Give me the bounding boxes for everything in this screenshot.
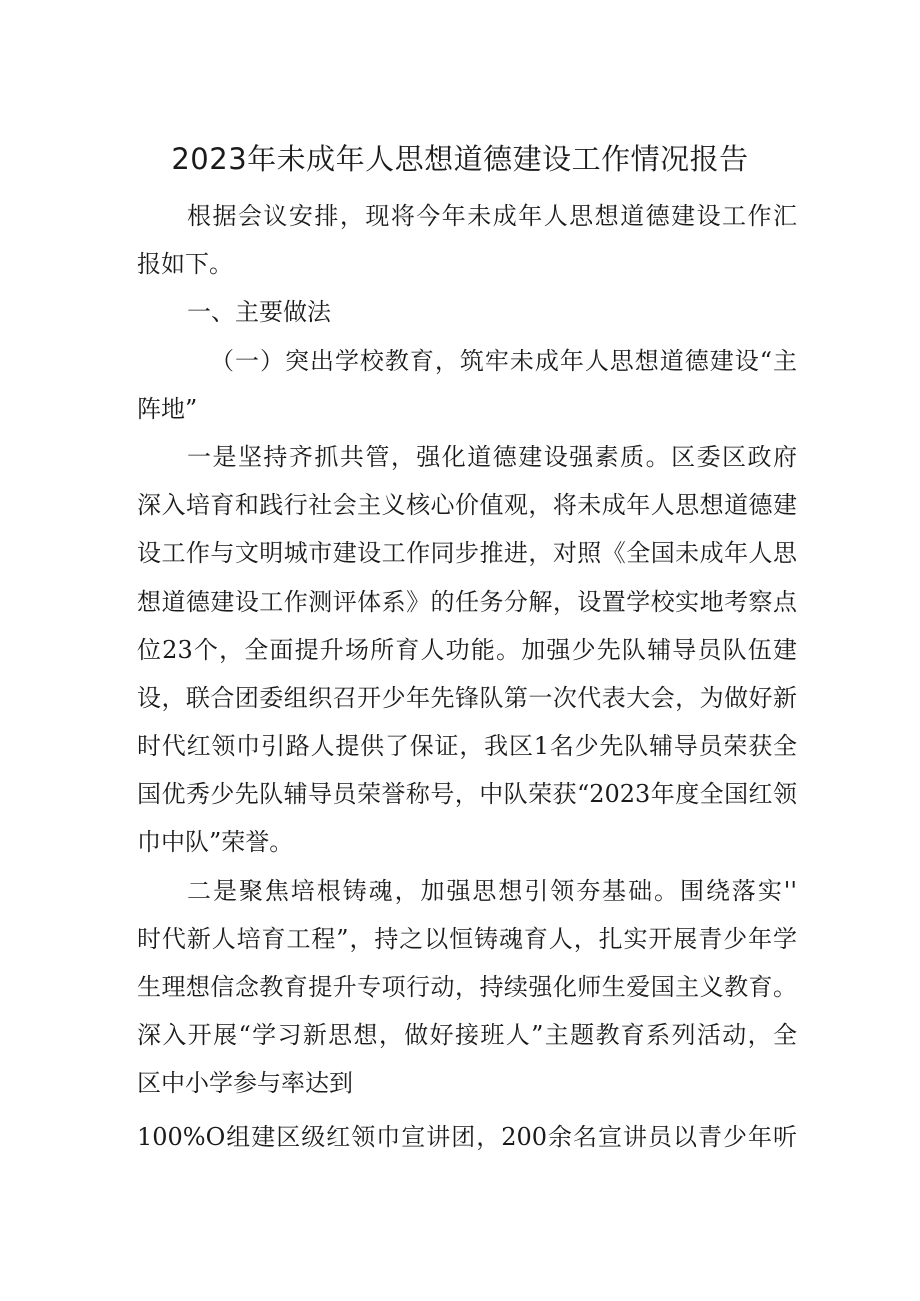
paragraph-line: 报如下。 [137,250,233,278]
paragraph-line: 设工作与文明城市建设工作同步推进，对照《全国未成年人思 [137,539,797,567]
paragraph-line: 设，联合团委组织召开少年先锋队第一次代表大会，为做好新 [137,684,797,712]
paragraph-line: 深入培育和践行社会主义核心价值观，将未成年人思想道德建 [137,491,797,519]
paragraph-line: 100%O组建区级红领巾宣讲团，200余名宣讲员以青少年听 [137,1123,797,1151]
paragraph-line: 区中小学参与率达到 [137,1069,353,1097]
paragraph-line: 一是坚持齐抓共管，强化道德建设强素质。区委区政府 [187,443,797,471]
paragraph-line: 时代新人培育工程”，持之以恒铸魂育人，扎实开展青少年学 [137,925,797,953]
paragraph-line: 根据会议安排，现将今年未成年人思想道德建设工作汇 [187,202,797,230]
subsection-heading: （一）突出学校教育，筑牢未成年人思想道德建设“主 [210,347,797,375]
paragraph-line: 二是聚焦培根铸魂，加强思想引领夯基础。围绕落实'' [187,877,797,905]
section-heading: 一、主要做法 [187,298,331,326]
paragraph-line: 深入开展“学习新思想，做好接班人”主题教育系列活动，全 [137,1021,797,1049]
paragraph-line: 巾中队”荣誉。 [137,828,294,856]
paragraph-line: 国优秀少先队辅导员荣誉称号，中队荣获“2023年度全国红领 [137,780,797,808]
paragraph-line: 时代红领巾引路人提供了保证，我区1名少先队辅导员荣获全 [137,732,797,760]
paragraph-line: 生理想信念教育提升专项行动，持续强化师生爱国主义教育。 [137,973,797,1001]
document-title: 2023年未成年人思想道德建设工作情况报告 [171,142,749,176]
subsection-heading-continued: 阵地” [137,395,198,423]
paragraph-line: 位23个，全面提升场所育人功能。加强少先队辅导员队伍建 [137,636,797,664]
paragraph-line: 想道德建设工作测评体系》的任务分解，设置学校实地考察点 [137,588,797,616]
